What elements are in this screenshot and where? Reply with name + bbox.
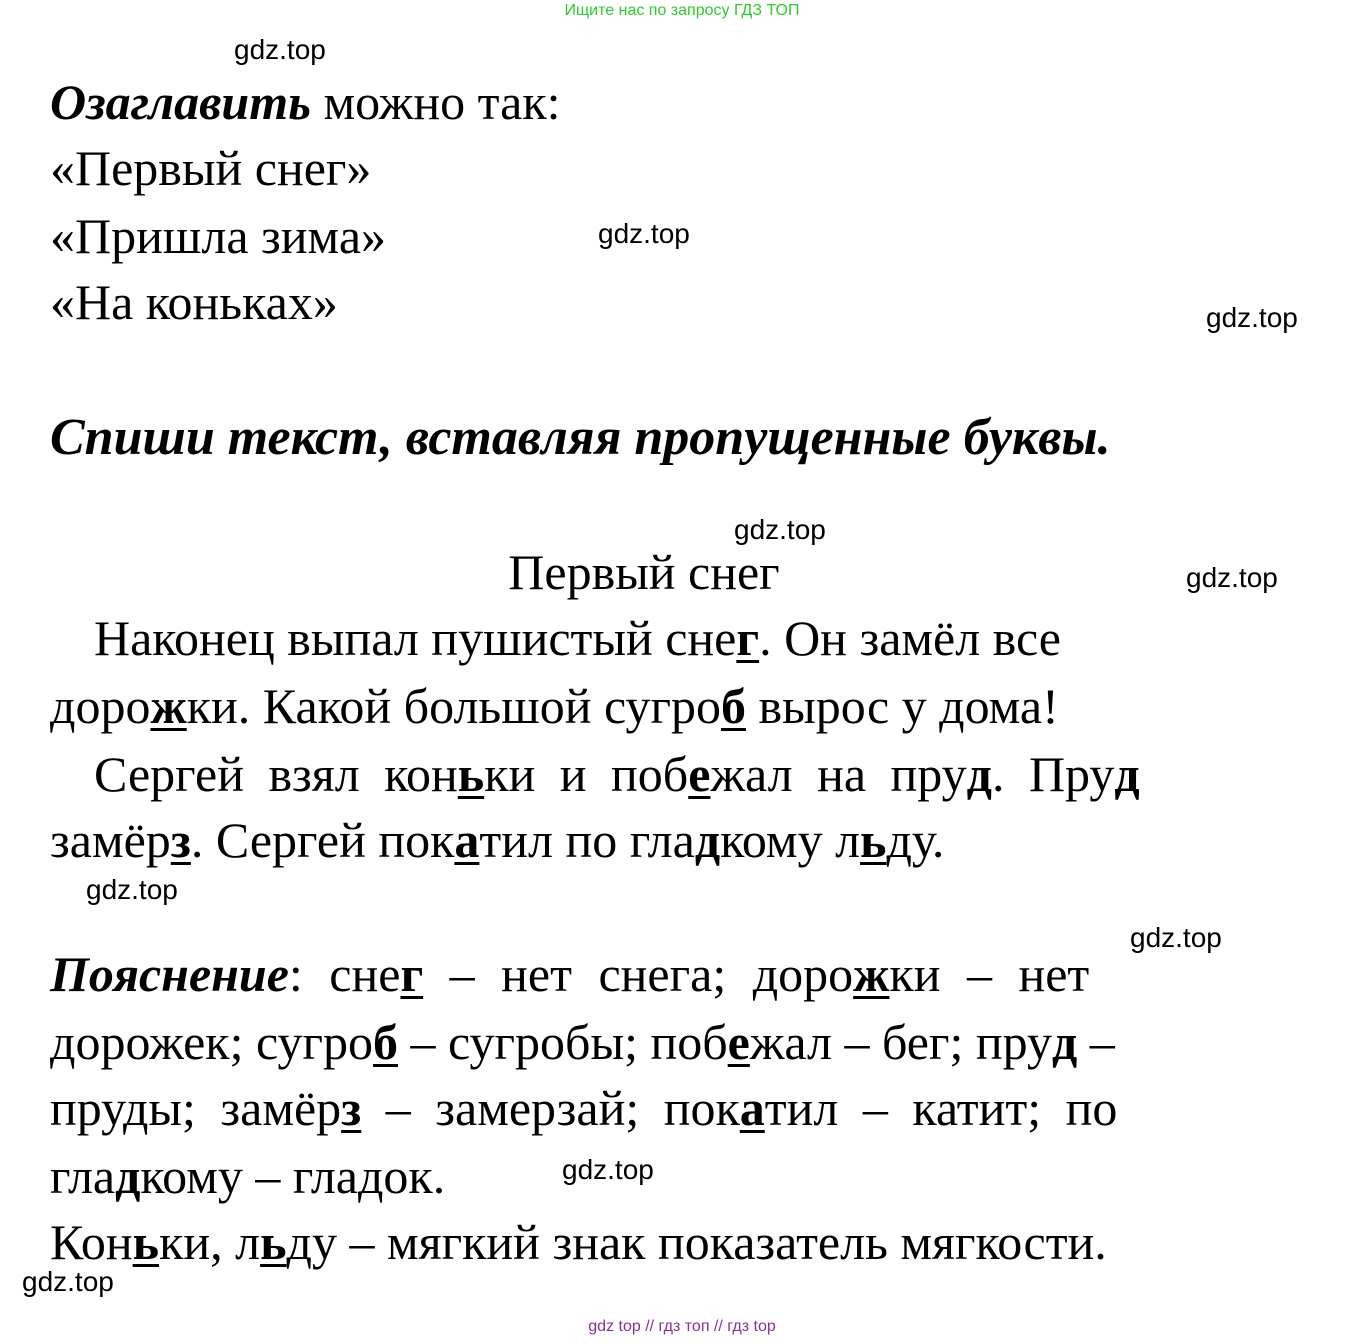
inserted-letter: ж: [853, 946, 890, 1002]
inserted-letter: б: [721, 678, 746, 734]
watermark: gdz.top: [22, 1266, 114, 1297]
inserted-letter: г: [400, 946, 424, 1002]
watermark: gdz.top: [1186, 562, 1278, 593]
inserted-letter: д: [1051, 1014, 1078, 1070]
inserted-letter: ь: [860, 812, 887, 868]
inserted-letter: е: [727, 1014, 750, 1070]
watermark: gdz.top: [1130, 922, 1222, 953]
watermark: gdz.top: [598, 218, 690, 249]
inserted-letter: з: [170, 812, 191, 868]
inserted-letter: ь: [260, 1214, 287, 1270]
story-line-4: замёрз. Сергей покатил по гладкому льду.: [50, 812, 945, 868]
explanation-line-2: дорожек; сугроб – сугробы; побежал – бег; пруд –: [50, 1014, 1115, 1070]
inserted-letter: д: [694, 812, 721, 868]
task-heading: Спиши текст, вставляя пропущенные буквы.: [50, 409, 1111, 466]
inserted-letter: е: [688, 746, 711, 802]
inserted-letter: ж: [150, 678, 187, 734]
story-line-2: дорожки. Какой большой сугроб вырос у дома!: [50, 678, 1059, 734]
inserted-letter: ь: [132, 1214, 160, 1270]
title-option: «На коньках»: [50, 274, 338, 330]
inserted-letter: д: [966, 746, 992, 802]
watermark: gdz.top: [734, 514, 826, 545]
title-intro-bold: Озаглавить: [50, 74, 311, 130]
explanation-line-3: пруды; замёрз – замерзай; покатил – катит; по: [50, 1080, 1118, 1136]
title-option: «Первый снег»: [50, 140, 372, 196]
inserted-letter: ь: [457, 746, 485, 802]
title-intro-rest: можно так:: [310, 74, 561, 130]
watermark: gdz.top: [562, 1154, 654, 1185]
watermark: gdz.top: [1206, 302, 1298, 333]
inserted-letter: а: [739, 1080, 765, 1136]
inserted-letter: г: [736, 610, 760, 666]
story-text: Наконец выпал пушистый снег. Он замёл все: [94, 610, 1061, 666]
explanation-line-5: Коньки, льду – мягкий знак показатель мягкости.: [50, 1214, 1107, 1270]
title-intro: [50, 72, 561, 132]
watermark: gdz.top: [234, 34, 326, 65]
inserted-letter: д: [115, 1148, 141, 1204]
explanation-label: Пояснение: [50, 946, 289, 1002]
title-option: «Пришла зима»: [50, 208, 387, 264]
story-line-1: [50, 608, 1288, 668]
story-title: Первый снег: [508, 544, 780, 600]
explanation-line-1: Пояснение: снег – нет снега; дорожки – нет: [50, 946, 1090, 1002]
explanation-line-4: гладкому – гладок.: [50, 1148, 446, 1204]
inserted-letter: д: [1114, 746, 1140, 802]
footer-links: gdz top // гдз топ // гдз top: [588, 1318, 776, 1335]
inserted-letter: а: [454, 812, 480, 868]
inserted-letter: з: [341, 1080, 362, 1136]
story-line-3: Сергей взял коньки и побежал на пруд. Пруд: [94, 746, 1140, 802]
inserted-letter: б: [373, 1014, 398, 1070]
search-hint: Ищите нас по запросу ГДЗ ТОП: [564, 2, 800, 19]
watermark: gdz.top: [86, 874, 178, 905]
